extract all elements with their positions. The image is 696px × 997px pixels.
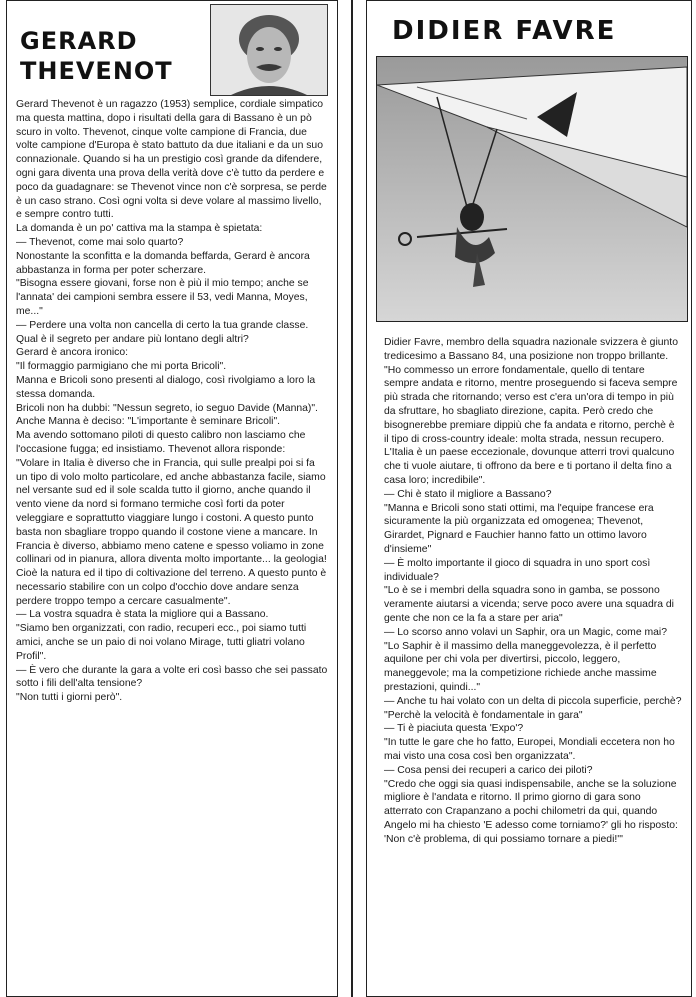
paragraph: — Chi è stato il migliore a Bassano? bbox=[384, 488, 552, 500]
paragraph: "Il formaggio parmigiano che mi porta Bricoli". bbox=[16, 361, 227, 373]
left-article-body bbox=[16, 98, 328, 705]
column-divider bbox=[351, 0, 353, 997]
paragraph: — È vero che durante la gara a volte eri così basso che sei passato sotto i fili dell'alta tensione? bbox=[16, 664, 328, 690]
paragraph: "Lo è se i membri della squadra sono in gamba, se possono veramente aiutarsi a vicenda; serve poco avere una squadra di gente che non ce la fa a stare per aria" bbox=[384, 585, 674, 624]
paragraph: "Manna e Bricoli sono stati ottimi, ma l'equipe francese era sicuramente la più organizzata ed omogenea; Thevenot, Girardet, Pignard e Fauchier hanno fatto un ottimo lavoro d'insieme" bbox=[384, 502, 654, 555]
paragraph: — Lo scorso anno volavi un Saphir, ora un Magic, come mai? bbox=[384, 626, 668, 638]
paragraph: Ma avendo sottomano piloti di questo calibro non lasciamo che l'occasione fugga; ed insistiamo. Thevenot allora risponde: bbox=[16, 430, 306, 455]
paragraph: "Lo Saphir è il massimo della maneggevolezza, è il perfetto aquilone per chi vola per divertirsi, piccolo, leggero, maneggevole; ma la competizione richiede anche massime prestazioni, quindi..." bbox=[384, 640, 657, 693]
paragraph: — Thevenot, come mai solo quarto? bbox=[16, 236, 184, 248]
hang-glider-photo bbox=[376, 56, 688, 322]
paragraph: "Ho commesso un errore fondamentale, quello di tentare sempre andata e ritorno, mentre proseguendo si faceva sempre più strada che ritornando; verso est c'era un'ora di tempo in più da sfruttare, ho sbagliato direzione, capita. Però credo che bisognerebbe premiare dippiù che fa andata e ritorno, perchè è il tipo di cross-country ideale: molta strada, nessun recupero. L'Italia è un paese eccezionale, dovunque atterri trovi qualcuno che ti vuole aiutare, ti offrono da bere e ti portano il delta fino a casa loro; incredibile". bbox=[384, 364, 678, 486]
paragraph: La domanda è un po' cattiva ma la stampa è spietata: bbox=[16, 223, 263, 235]
title-line-2: THEVENOT bbox=[20, 57, 173, 85]
paragraph: Gerard è ancora ironico: bbox=[16, 347, 129, 359]
paragraph: "Bisogna essere giovani, forse non è più il mio tempo; anche se l'annata' dei campioni sembra essere il 53, vedi Manna, Moyes, me..." bbox=[16, 278, 309, 317]
paragraph: — La vostra squadra è stata la migliore qui a Bassano. bbox=[16, 609, 269, 621]
paragraph: "Volare in Italia è diverso che in Francia, qui sulle prealpi poi si fa un tipo di volo molto particolare, ed anche abbastanza facile, siamo nel versante sud ed il sole scalda tutto il giorno, anche quando il vento viene da nord si formano termiche così forti da poter veleggiare e soprattutto viaggiare lungo i costoni. A questo punto basta non sbagliare troppo quando il costone viene a mancare. In Francia è diverso, abbiamo meno catene e spesso voliamo in zone collinari od in pianura, allora diventa molto importante... la geologia! Cioè la natura ed il tipo di coltivazione del terreno. A questo punto è necessario stabilire con un colpo d'occhio dove andare senza perdere troppo tempo a cercare casualmente". bbox=[16, 457, 327, 607]
paragraph: "Credo che oggi sia quasi indispensabile, anche se la soluzione migliore è l'andata e ritorno. Il primo giorno di gara sono atterrato con Crapanzano a pochi chilometri da qui, quando Angelo mi ha chiesto 'E adesso come torniamo?' gli ho risposto: 'Non c'è problema, di qui possiamo tornare a piedi!'" bbox=[384, 778, 678, 845]
paragraph: — Ti è piaciuta questa 'Expo'? bbox=[384, 723, 524, 735]
thevenot-portrait bbox=[210, 4, 328, 96]
right-article-body bbox=[384, 336, 682, 846]
paragraph: — Anche tu hai volato con un delta di piccola superficie, perchè? bbox=[384, 695, 682, 707]
paragraph: "Siamo ben organizzati, con radio, recuperi ecc., poi siamo tutti amici, anche se un paio di noi volano Mirage, tutti gliatri volano Profil". bbox=[16, 623, 307, 662]
paragraph: — Perdere una volta non cancella di certo la tua grande classe. Qual è il segreto per andare più lontano degli altri? bbox=[16, 319, 309, 345]
title-line-1: GERARD bbox=[20, 27, 138, 55]
paragraph: "Non tutti i giorni però". bbox=[16, 692, 123, 704]
paragraph: Didier Favre, membro della squadra nazionale svizzera è giunto tredicesimo a Bassano 84, una posizione non troppo brillante. bbox=[384, 337, 678, 362]
right-article-title: DIDIER FAVRE bbox=[392, 16, 617, 46]
left-article-title bbox=[20, 26, 173, 86]
paragraph: Gerard Thevenot è un ragazzo (1953) semplice, cordiale simpatico ma questa mattina, dopo i risultati della gara di Bassano è un pò scuro in volto. Thevenot, cinque volte campione di Francia, due volte campione d'Europa è stato battuto da due italiani e da un suo connazionale. Quando si ha un prestigio così grande da difendere, ogni gara diventa una prova della verità dove c'è tutto da perdere e poco da guadagnare: se Thevenot vince non c'è sorpresa, se perde è un caso strano. Così ogni volta si deve volare al massimo livello, e sempre contro tutti. bbox=[16, 99, 327, 221]
paragraph: Bricoli non ha dubbi: "Nessun segreto, io seguo Davide (Manna)". bbox=[16, 402, 318, 414]
paragraph: "In tutte le gare che ho fatto, Europei, Mondiali eccetera non ho mai visto una cosa così ben organizzata". bbox=[384, 737, 675, 762]
paragraph: "Perchè la velocità è fondamentale in gara" bbox=[384, 709, 583, 721]
paragraph: — È molto importante il gioco di squadra in uno sport così individuale? bbox=[384, 557, 651, 583]
paragraph: Nonostante la sconfitta e la domanda beffarda, Gerard è ancora abbastanza in forma per poter scherzare. bbox=[16, 250, 310, 276]
paragraph: Anche Manna è deciso: "L'importante è seminare Bricoli". bbox=[16, 416, 281, 428]
paragraph: — Cosa pensi dei recuperi a carico dei piloti? bbox=[384, 764, 593, 776]
paragraph: Manna e Bricoli sono presenti al dialogo, così rivolgiamo a loro la stessa domanda. bbox=[16, 374, 316, 400]
